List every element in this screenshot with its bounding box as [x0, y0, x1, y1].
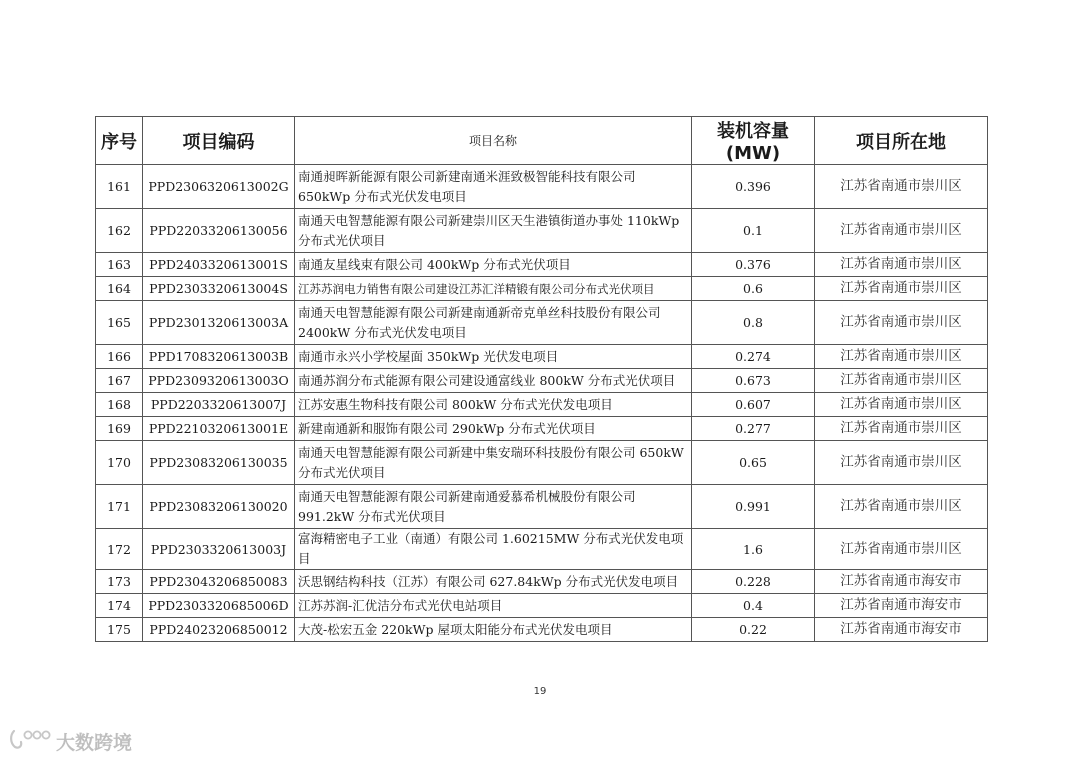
- cell-name: 南通天电智慧能源有限公司新建南通爱慕希机械股份有限公司 991.2kW 分布式光伏项目: [295, 485, 692, 529]
- cell-no: 173: [96, 570, 143, 594]
- cell-name: 南通昶晖新能源有限公司新建南通米涯致极智能科技有限公司 650kWp 分布式光伏发电项目: [295, 165, 692, 209]
- cell-no: 165: [96, 301, 143, 345]
- cell-location: 江苏省南通市崇川区: [815, 417, 988, 441]
- cell-capacity: 0.376: [692, 253, 815, 277]
- cell-no: 161: [96, 165, 143, 209]
- cell-capacity: 0.6: [692, 277, 815, 301]
- cell-name: 大茂-松宏五金 220kWp 屋项太阳能分布式光伏发电项目: [295, 618, 692, 642]
- table-row: [96, 529, 988, 570]
- header-capacity: 装机容量(MW): [692, 117, 815, 165]
- cell-location: 江苏省南通市海安市: [815, 594, 988, 618]
- cell-capacity: 0.991: [692, 485, 815, 529]
- header-name: 项目名称: [295, 117, 692, 165]
- cell-code: PPD1708320613003B: [143, 345, 295, 369]
- cell-code: PPD2303320613004S: [143, 277, 295, 301]
- header-no: 序号: [96, 117, 143, 165]
- cell-no: 163: [96, 253, 143, 277]
- cell-location: 江苏省南通市崇川区: [815, 369, 988, 393]
- table-row: [96, 301, 988, 345]
- cell-no: 175: [96, 618, 143, 642]
- cell-code: PPD2301320613003A: [143, 301, 295, 345]
- cell-location: 江苏省南通市崇川区: [815, 393, 988, 417]
- table-row: [96, 165, 988, 209]
- cell-code: PPD2210320613001E: [143, 417, 295, 441]
- watermark-logo-icon: [8, 727, 52, 755]
- cell-capacity: 0.274: [692, 345, 815, 369]
- cell-code: PPD2303320613003J: [143, 529, 295, 570]
- cell-code: PPD2303320685006D: [143, 594, 295, 618]
- cell-capacity: 0.228: [692, 570, 815, 594]
- cell-no: 171: [96, 485, 143, 529]
- cell-no: 172: [96, 529, 143, 570]
- cell-code: PPD23083206130035: [143, 441, 295, 485]
- cell-code: PPD2203320613007J: [143, 393, 295, 417]
- cell-code: PPD22033206130056: [143, 209, 295, 253]
- cell-no: 174: [96, 594, 143, 618]
- cell-no: 167: [96, 369, 143, 393]
- table-row: [96, 570, 988, 594]
- table-row: [96, 618, 988, 642]
- table-row: [96, 441, 988, 485]
- cell-no: 166: [96, 345, 143, 369]
- cell-name: 南通苏润分布式能源有限公司建设通富线业 800kW 分布式光伏项目: [295, 369, 692, 393]
- cell-no: 162: [96, 209, 143, 253]
- cell-capacity: 0.22: [692, 618, 815, 642]
- cell-location: 江苏省南通市海安市: [815, 618, 988, 642]
- cell-location: 江苏省南通市崇川区: [815, 165, 988, 209]
- cell-no: 169: [96, 417, 143, 441]
- table-row: [96, 209, 988, 253]
- cell-location: 江苏省南通市海安市: [815, 570, 988, 594]
- table-row: [96, 277, 988, 301]
- cell-name: 南通市永兴小学校屋面 350kWp 光伏发电项目: [295, 345, 692, 369]
- page-number: 19: [533, 686, 547, 697]
- cell-code: PPD2306320613002G: [143, 165, 295, 209]
- cell-capacity: 0.277: [692, 417, 815, 441]
- watermark-text: 大数跨境: [56, 731, 133, 754]
- cell-name: 南通天电智慧能源有限公司新建南通新帝克单丝科技股份有限公司 2400kW 分布式光伏发电项目: [295, 301, 692, 345]
- cell-code: PPD2403320613001S: [143, 253, 295, 277]
- cell-capacity: 0.4: [692, 594, 815, 618]
- table-row: [96, 417, 988, 441]
- cell-location: 江苏省南通市崇川区: [815, 209, 988, 253]
- watermark: [8, 726, 132, 756]
- table-row: [96, 393, 988, 417]
- table-row: [96, 369, 988, 393]
- cell-capacity: 0.65: [692, 441, 815, 485]
- cell-location: 江苏省南通市崇川区: [815, 441, 988, 485]
- table-row: [96, 345, 988, 369]
- header-code: 项目编码: [143, 117, 295, 165]
- project-table: [95, 116, 988, 642]
- cell-location: 江苏省南通市崇川区: [815, 529, 988, 570]
- cell-code: PPD23043206850083: [143, 570, 295, 594]
- cell-capacity: 0.673: [692, 369, 815, 393]
- cell-location: 江苏省南通市崇川区: [815, 485, 988, 529]
- cell-name: 江苏苏润电力销售有限公司建设江苏汇洋精锻有限公司分布式光伏项目: [295, 277, 692, 301]
- cell-capacity: 0.8: [692, 301, 815, 345]
- table-header-row: [96, 117, 988, 165]
- cell-no: 164: [96, 277, 143, 301]
- cell-location: 江苏省南通市崇川区: [815, 277, 988, 301]
- cell-location: 江苏省南通市崇川区: [815, 345, 988, 369]
- cell-code: PPD23083206130020: [143, 485, 295, 529]
- cell-capacity: 0.396: [692, 165, 815, 209]
- cell-name: 南通天电智慧能源有限公司新建崇川区天生港镇街道办事处 110kWp 分布式光伏项目: [295, 209, 692, 253]
- cell-location: 江苏省南通市崇川区: [815, 253, 988, 277]
- cell-name: 江苏安惠生物科技有限公司 800kW 分布式光伏发电项目: [295, 393, 692, 417]
- cell-name: 富海精密电子工业（南通）有限公司 1.60215MW 分布式光伏发电项目: [295, 529, 692, 570]
- cell-name: 新建南通新和服饰有限公司 290kWp 分布式光伏项目: [295, 417, 692, 441]
- cell-no: 168: [96, 393, 143, 417]
- table-row: [96, 253, 988, 277]
- cell-no: 170: [96, 441, 143, 485]
- cell-capacity: 0.607: [692, 393, 815, 417]
- table-row: [96, 594, 988, 618]
- cell-name: 南通天电智慧能源有限公司新建中集安瑞环科技股份有限公司 650kW 分布式光伏项目: [295, 441, 692, 485]
- cell-name: 沃思钢结构科技（江苏）有限公司 627.84kWp 分布式光伏发电项目: [295, 570, 692, 594]
- cell-code: PPD24023206850012: [143, 618, 295, 642]
- cell-name: 江苏苏润-汇优洁分布式光伏电站项目: [295, 594, 692, 618]
- cell-capacity: 0.1: [692, 209, 815, 253]
- table-row: [96, 485, 988, 529]
- cell-name: 南通友星线束有限公司 400kWp 分布式光伏项目: [295, 253, 692, 277]
- header-location: 项目所在地: [815, 117, 988, 165]
- cell-capacity: 1.6: [692, 529, 815, 570]
- cell-location: 江苏省南通市崇川区: [815, 301, 988, 345]
- cell-code: PPD2309320613003O: [143, 369, 295, 393]
